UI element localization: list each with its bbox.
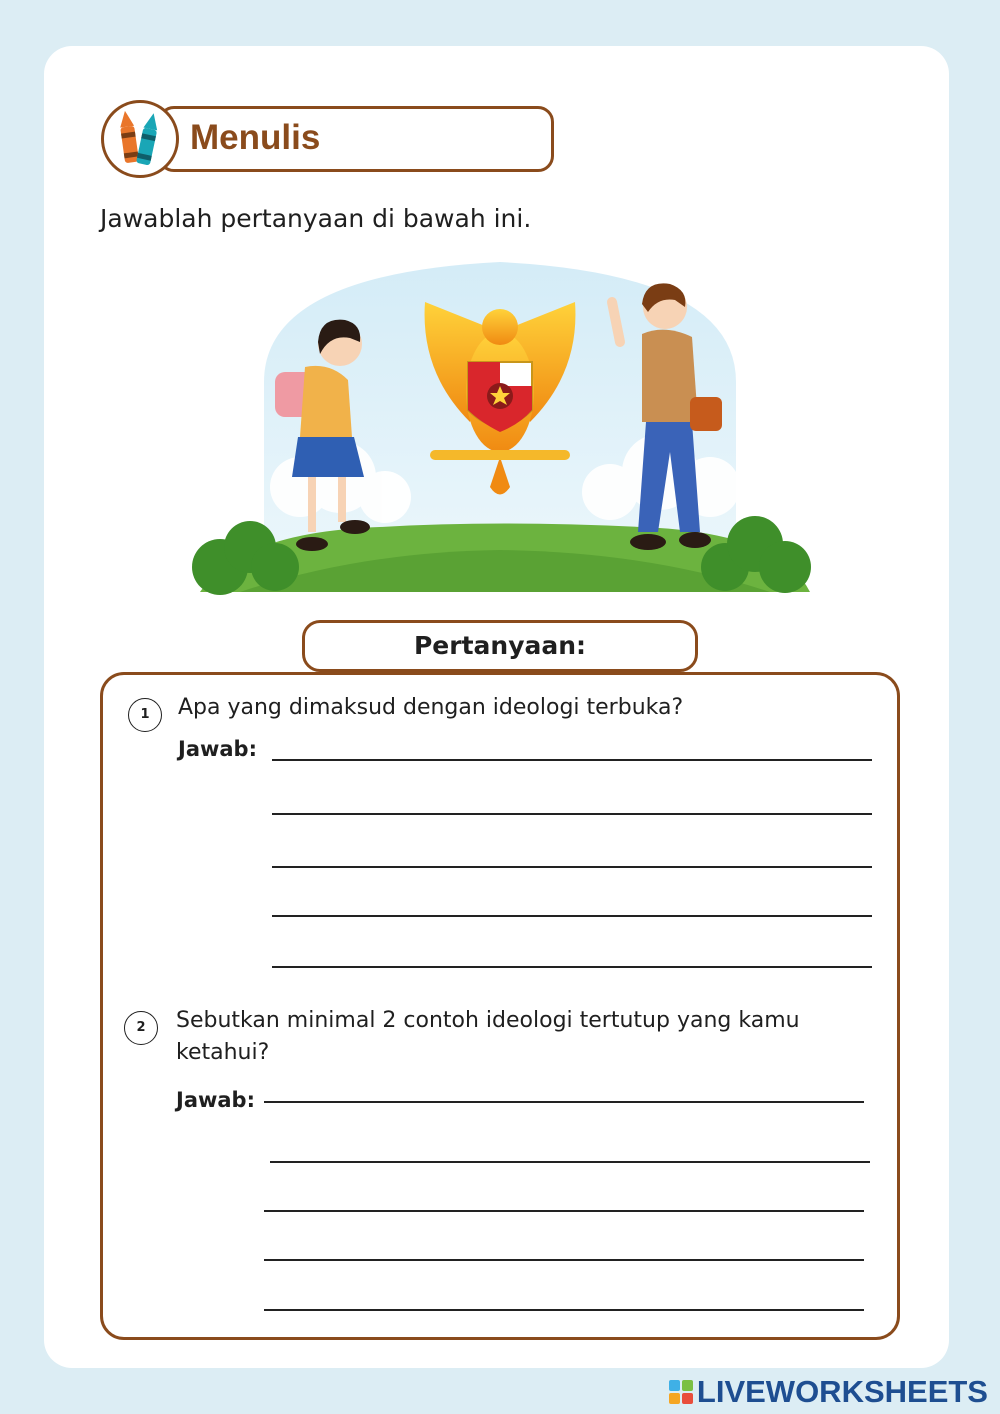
answer-2-line-5[interactable]	[264, 1309, 864, 1311]
answer-label-1: Jawab:	[178, 737, 257, 761]
instruction-text: Jawablah pertanyaan di bawah ini.	[100, 204, 532, 233]
liveworksheets-logo-icon	[669, 1380, 693, 1404]
answer-2-line-2[interactable]	[270, 1161, 870, 1163]
questions-label	[302, 620, 698, 672]
answer-2-line-4[interactable]	[264, 1259, 864, 1261]
answer-2-line-1[interactable]	[264, 1101, 864, 1103]
liveworksheets-brand	[669, 1374, 988, 1410]
answer-label-2: Jawab:	[176, 1088, 255, 1112]
question-2-text-line-1: Sebutkan minimal 2 contoh ideologi tertutup yang kamu	[176, 1008, 800, 1033]
crayons-icon	[101, 100, 179, 178]
answer-1-line-4[interactable]	[272, 915, 872, 917]
question-number-2: 2	[124, 1011, 158, 1045]
answer-1-line-1[interactable]	[272, 759, 872, 761]
question-number-1: 1	[128, 698, 162, 732]
answer-1-line-5[interactable]	[272, 966, 872, 968]
page-title: Menulis	[190, 118, 321, 157]
questions-label-text: Pertanyaan:	[413, 631, 587, 660]
answer-2-line-3[interactable]	[264, 1210, 864, 1212]
answer-1-line-2[interactable]	[272, 813, 872, 815]
garuda-pancasila-illustration	[180, 262, 820, 602]
question-2-text-line-2: ketahui?	[176, 1040, 270, 1065]
answer-1-line-3[interactable]	[272, 866, 872, 868]
question-1-text: Apa yang dimaksud dengan ideologi terbuka?	[178, 695, 684, 720]
brand-name: LIVEWORKSHEETS	[696, 1374, 988, 1409]
